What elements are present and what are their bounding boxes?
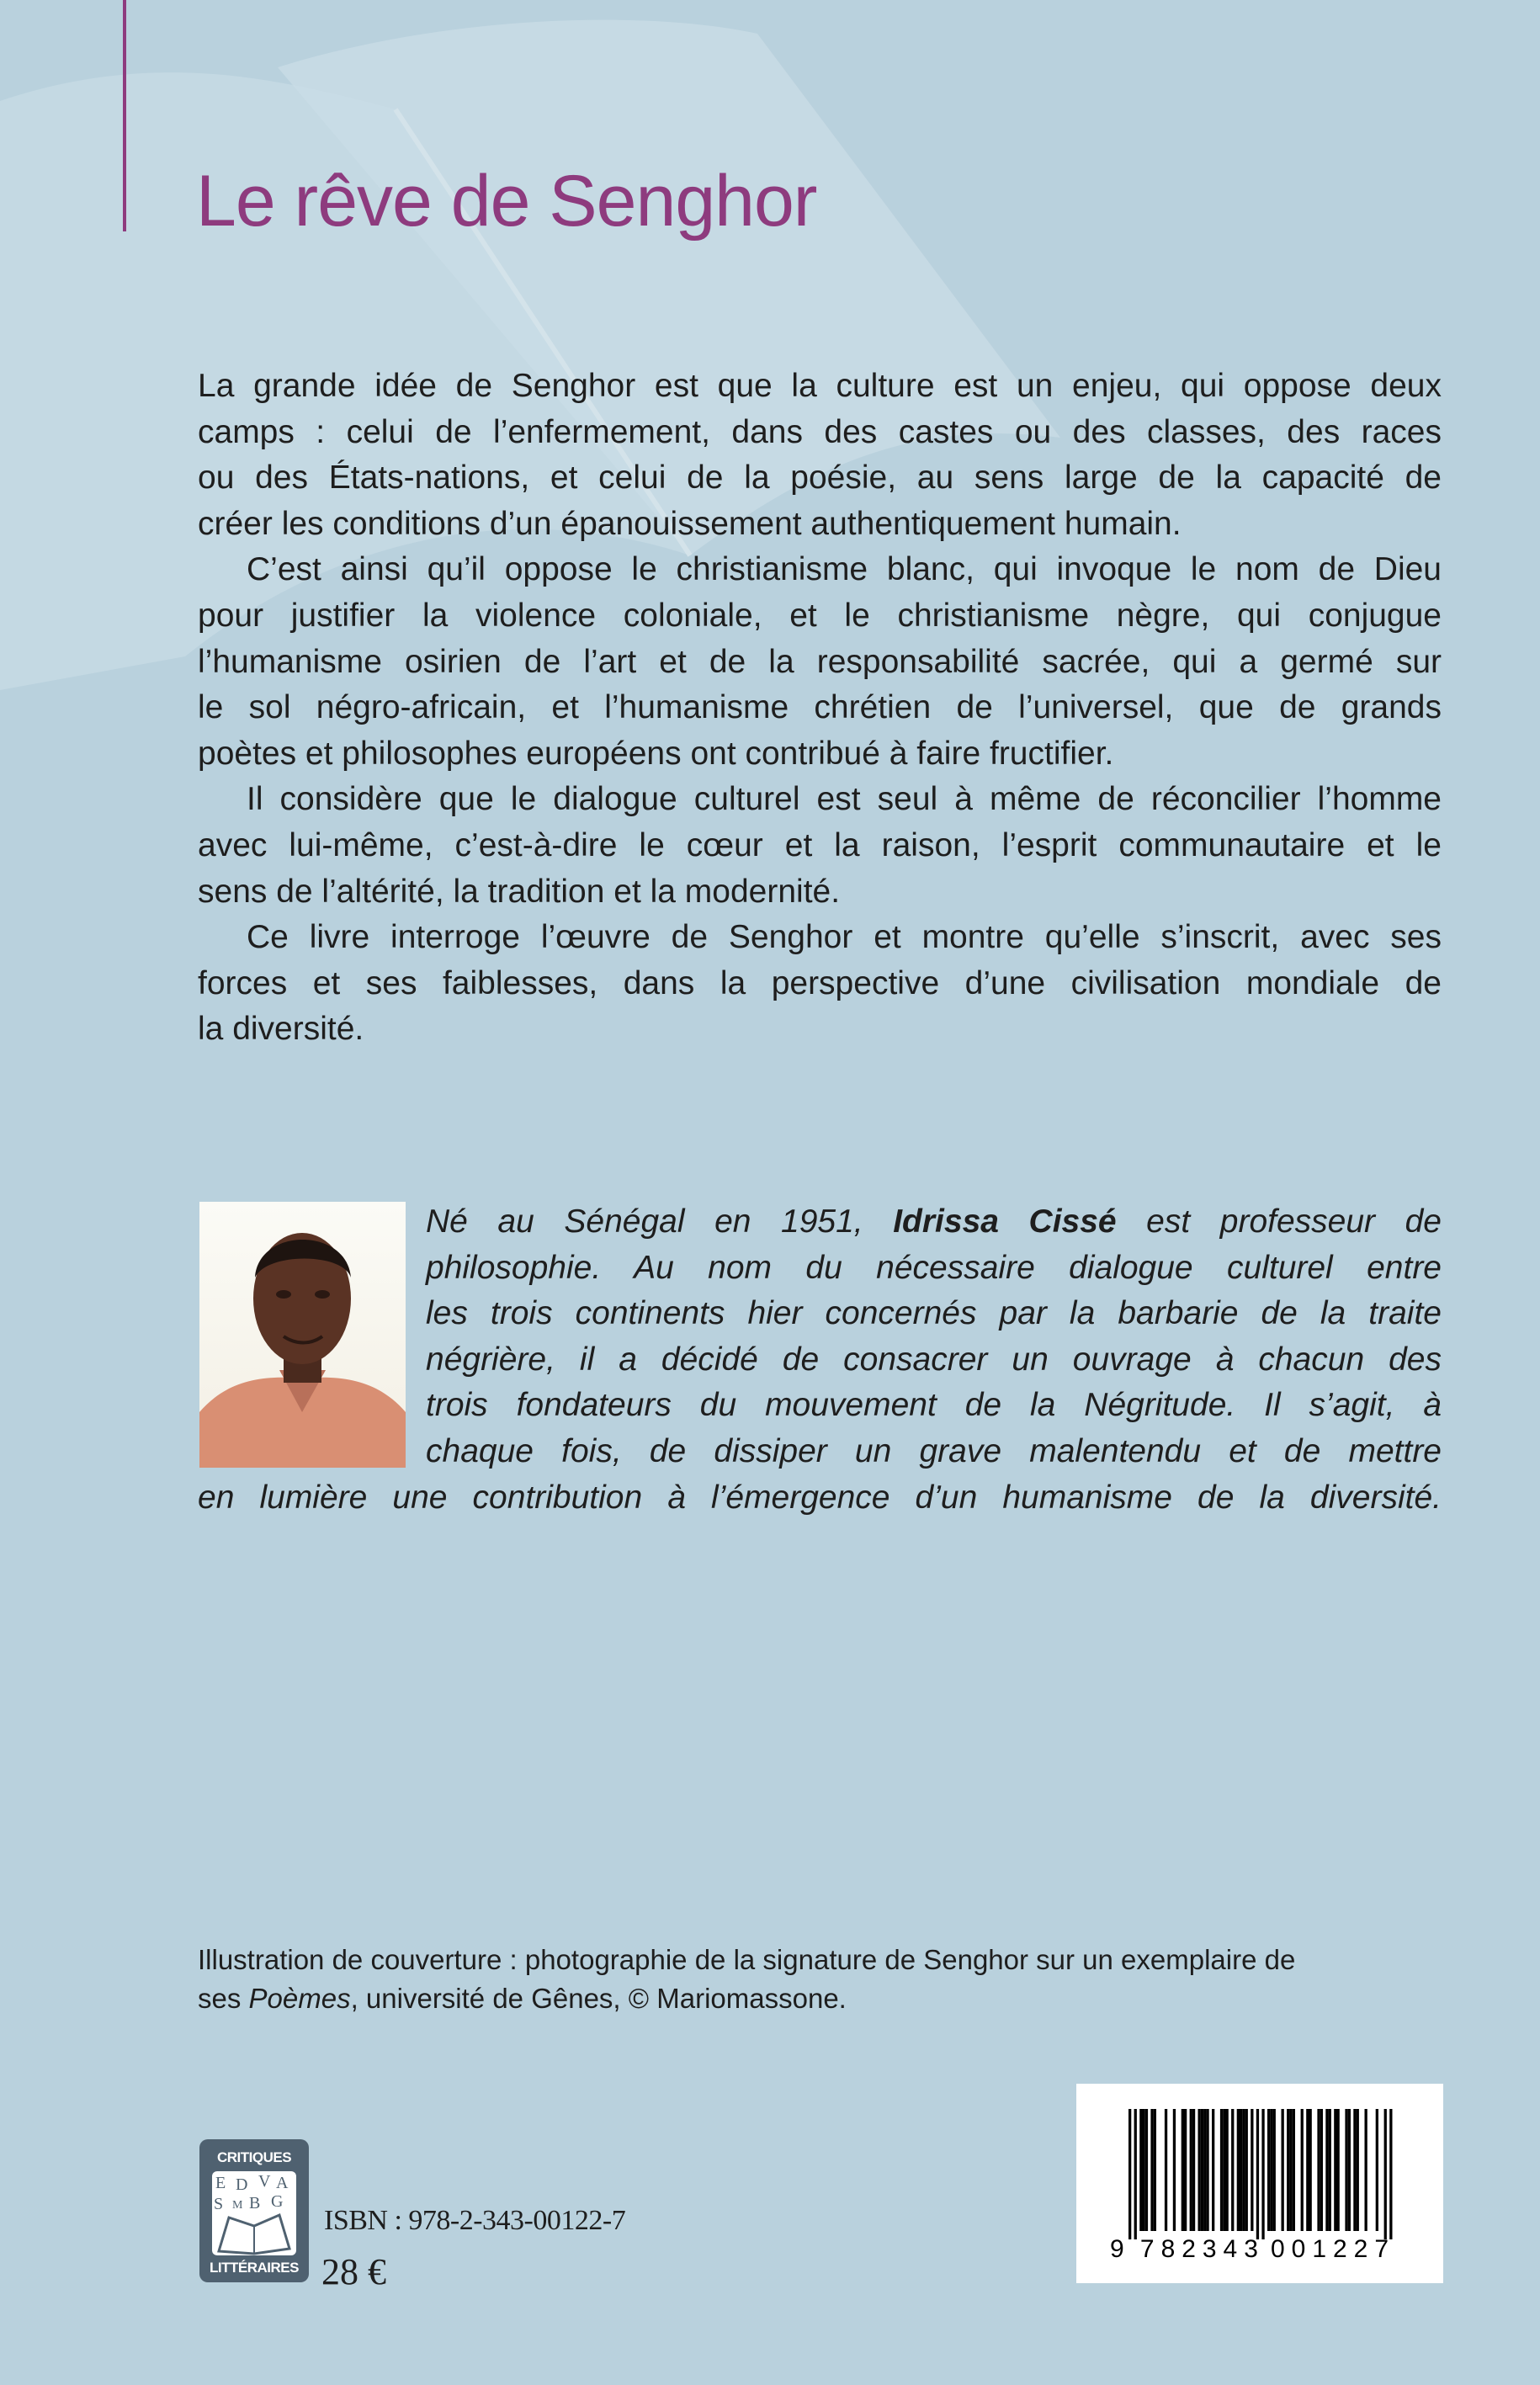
barcode-bar bbox=[1376, 2109, 1378, 2231]
svg-text:G: G bbox=[271, 2192, 284, 2211]
barcode-bar bbox=[1212, 2109, 1214, 2231]
barcode-bar bbox=[1389, 2109, 1392, 2239]
barcode-bar bbox=[1198, 2109, 1201, 2231]
barcode-bar bbox=[1325, 2109, 1328, 2231]
barcode-bar bbox=[1182, 2109, 1184, 2231]
barcode-bar bbox=[1203, 2109, 1206, 2231]
description-line: pour justifier la violence coloniale, et le christianisme nègre, qui conjugue bbox=[198, 597, 1442, 634]
barcode-bar bbox=[1237, 2109, 1240, 2231]
logo-top-text: CRITIQUES bbox=[216, 2149, 292, 2165]
bio-text: Né au Sénégal en 1951, bbox=[426, 1203, 894, 1240]
svg-text:V: V bbox=[258, 2172, 271, 2191]
barcode-bar bbox=[1145, 2109, 1148, 2231]
description-line: sens de l’altérité, la tradition et la modernité. bbox=[198, 873, 841, 910]
bio-line: en lumière une contribution à l’émergence d’un humanisme de la diversité. bbox=[198, 1479, 1442, 1516]
cover-credit bbox=[198, 1941, 1442, 2018]
title-accent-bar bbox=[123, 0, 126, 231]
price: 28 € bbox=[321, 2251, 386, 2292]
barcode bbox=[1102, 2109, 1421, 2260]
description-line: créer les conditions d’un épanouissement authentiquement humain. bbox=[198, 505, 1182, 542]
barcode-bar bbox=[1201, 2109, 1203, 2231]
barcode-bar bbox=[1231, 2109, 1234, 2231]
svg-text:D: D bbox=[236, 2175, 248, 2194]
barcode-bar bbox=[1261, 2109, 1264, 2239]
barcode-bar bbox=[1223, 2109, 1225, 2231]
collection-logo bbox=[199, 2139, 309, 2282]
barcode-bar bbox=[1306, 2109, 1309, 2231]
credit-line-2 bbox=[198, 1979, 1442, 2018]
svg-text:E: E bbox=[215, 2174, 226, 2192]
barcode-bar bbox=[1143, 2109, 1145, 2231]
barcode-bar bbox=[1184, 2109, 1187, 2231]
barcode-bar bbox=[1165, 2109, 1167, 2231]
barcode-bar bbox=[1226, 2109, 1229, 2231]
barcode-bar bbox=[1128, 2109, 1131, 2239]
description-line: l’humanisme osirien de l’art et de la responsabilité sacrée, qui a germé sur bbox=[198, 643, 1442, 680]
barcode-bar bbox=[1220, 2109, 1223, 2231]
svg-text:M: M bbox=[232, 2199, 243, 2212]
credit-text: ses bbox=[198, 1983, 249, 2014]
barcode-bar bbox=[1287, 2109, 1289, 2231]
bio-line: les trois continents hier concernés par la barbarie de la traite bbox=[426, 1295, 1442, 1332]
barcode-bar bbox=[1345, 2109, 1347, 2231]
barcode-bar bbox=[1190, 2109, 1192, 2231]
barcode-bar bbox=[1293, 2109, 1295, 2231]
bio-line: négrière, il a décidé de consacrer un ouvrage à chacun des bbox=[426, 1341, 1442, 1378]
logo-bottom-text: LITTÉRAIRES bbox=[210, 2260, 299, 2276]
barcode-bar bbox=[1173, 2109, 1176, 2231]
bio-line: chaque fois, de dissiper un grave malentendu et de mettre bbox=[426, 1432, 1442, 1469]
bio-line bbox=[426, 1199, 1442, 1246]
barcode-bar bbox=[1337, 2109, 1340, 2231]
description-line: Il considère que le dialogue culturel est seul à même de réconcilier l’homme bbox=[247, 781, 1442, 818]
author-name: Idrissa Cissé bbox=[893, 1203, 1117, 1240]
barcode-bar bbox=[1154, 2109, 1156, 2231]
svg-text:S: S bbox=[214, 2195, 224, 2213]
barcode-bar bbox=[1334, 2109, 1336, 2231]
bio-line: philosophie. Au nom du nécessaire dialogue culturel entre bbox=[426, 1249, 1442, 1286]
barcode-bar bbox=[1192, 2109, 1195, 2231]
barcode-bar bbox=[1384, 2109, 1387, 2239]
barcode-bar bbox=[1267, 2109, 1270, 2231]
author-bio bbox=[198, 1199, 1442, 1521]
barcode-bar bbox=[1242, 2109, 1245, 2231]
description-line: C’est ainsi qu’il oppose le christianisme blanc, qui invoque le nom de Dieu bbox=[247, 551, 1442, 588]
description-line: poètes et philosophes européens ont contribué à faire fructifier. bbox=[198, 735, 1114, 772]
barcode-box bbox=[1076, 2084, 1443, 2283]
barcode-bar bbox=[1353, 2109, 1356, 2231]
barcode-bar bbox=[1134, 2109, 1137, 2239]
barcode-digits-left: 782343 bbox=[1139, 2235, 1258, 2260]
barcode-bar bbox=[1150, 2109, 1153, 2231]
bio-text: est professeur de bbox=[1116, 1203, 1442, 1240]
description-line: la diversité. bbox=[198, 1011, 364, 1048]
svg-text:A: A bbox=[276, 2174, 289, 2192]
barcode-bar bbox=[1139, 2109, 1142, 2231]
barcode-bar bbox=[1320, 2109, 1323, 2231]
bio-line: trois fondateurs du mouvement de la Négritude. Il s’agit, à bbox=[426, 1387, 1442, 1424]
barcode-bar bbox=[1348, 2109, 1351, 2231]
description-line: forces et ses faiblesses, dans la perspective d’une civilisation mondiale de bbox=[198, 964, 1442, 1001]
credit-work-title: Poèmes bbox=[248, 1983, 351, 2014]
svg-text:B: B bbox=[249, 2194, 261, 2212]
barcode-bar bbox=[1317, 2109, 1320, 2231]
description-line: avec lui-même, c’est-à-dire le cœur et la raison, l’esprit communautaire et le bbox=[198, 826, 1442, 863]
barcode-bar bbox=[1240, 2109, 1242, 2231]
barcode-bar bbox=[1270, 2109, 1272, 2231]
barcode-digit-first: 9 bbox=[1110, 2235, 1124, 2260]
barcode-bar bbox=[1289, 2109, 1292, 2231]
barcode-bar bbox=[1206, 2109, 1208, 2231]
book-title: Le rêve de Senghor bbox=[196, 161, 817, 242]
isbn: ISBN : 978-2-343-00122-7 bbox=[324, 2205, 626, 2236]
barcode-bar bbox=[1309, 2109, 1312, 2231]
description-line: ou des États-nations, et celui de la poésie, au sens large de la capacité de bbox=[198, 459, 1442, 497]
description-line: La grande idée de Senghor est que la culture est un enjeu, qui oppose deux bbox=[198, 368, 1442, 404]
barcode-bar bbox=[1329, 2109, 1331, 2231]
barcode-bar bbox=[1357, 2109, 1359, 2231]
credit-line-1: Illustration de couverture : photographie de la signature de Senghor sur un exemplaire de bbox=[198, 1944, 1296, 1975]
description-line: camps : celui de l’enfermement, dans des castes ou des classes, des races bbox=[198, 413, 1442, 450]
barcode-bar bbox=[1256, 2109, 1259, 2239]
credit-text: , université de Gênes, © Mariomassone. bbox=[350, 1983, 847, 2014]
barcode-bar bbox=[1301, 2109, 1304, 2231]
barcode-bar bbox=[1273, 2109, 1276, 2231]
book-description bbox=[198, 364, 1442, 1053]
barcode-bar bbox=[1365, 2109, 1367, 2231]
description-line: le sol négro-africain, et l’humanisme chrétien de l’universel, que de grands bbox=[198, 689, 1442, 726]
description-line: Ce livre interroge l’œuvre de Senghor et montre qu’elle s’inscrit, avec ses bbox=[247, 919, 1442, 956]
barcode-bar bbox=[1251, 2109, 1253, 2231]
barcode-digits-right: 001227 bbox=[1271, 2235, 1389, 2260]
barcode-bar bbox=[1245, 2109, 1248, 2231]
barcode-bar bbox=[1282, 2109, 1284, 2231]
book-letters-icon bbox=[212, 2171, 296, 2255]
